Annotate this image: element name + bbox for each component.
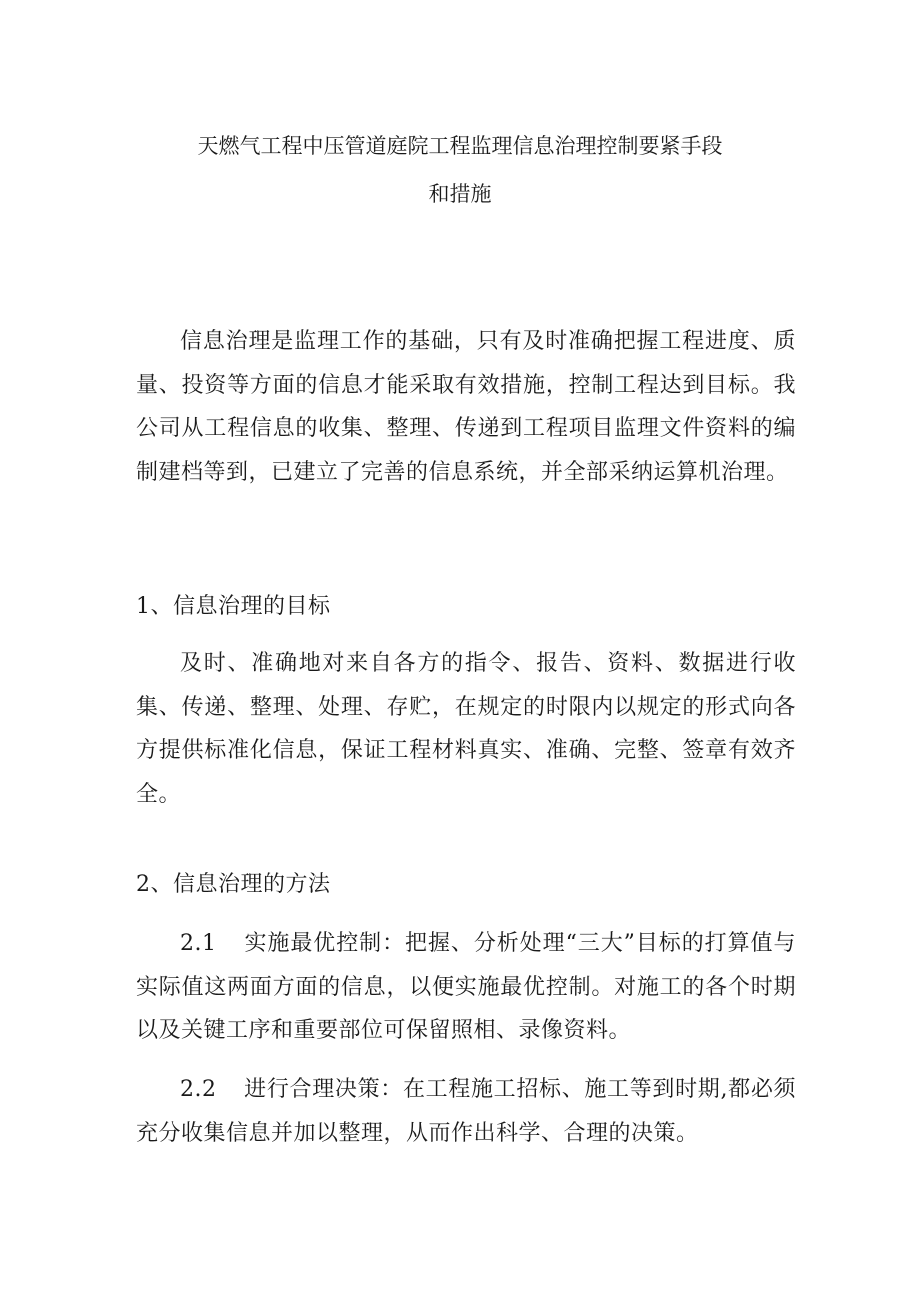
section-2-item-2 (136, 1068, 796, 1155)
section-2-item-1 (136, 922, 796, 1053)
section-2-heading: 2、信息治理的方法 (136, 872, 331, 897)
section-1-heading: 1、信息治理的目标 (136, 594, 331, 619)
document-title-line-2: 和措施 (428, 182, 492, 206)
section-1-body: 及时、准确地对来自各方的指令、报告、资料、数据进行收集、传递、整理、处理、存贮，在规定的时限内以规定的形式向各方提供标准化信息，保证工程材料真实、准确、完整、签章有效齐全。 (136, 651, 796, 807)
item-text: 实施最优控制：把握、分析处理“三大”目标的打算值与实际值这两面方面的信息，以便实施最优控制。对施工的各个时期以及关键工序和重要部位可保留照相、录像资料。 (136, 931, 796, 1044)
item-number: 2.1 (180, 931, 217, 956)
document-title-line-1: 天燃气工程中压管道庭院工程监理信息治理控制要紧手段 (197, 134, 723, 158)
item-number: 2.2 (180, 1077, 217, 1102)
item-text: 进行合理决策：在工程施工招标、施工等到时期,都必须充分收集信息并加以整理，从而作出科学、合理的决策。 (136, 1077, 796, 1146)
intro-paragraph: 信息治理是监理工作的基础，只有及时准确把握工程进度、质量、投资等方面的信息才能采取有效措施，控制工程达到目标。我公司从工程信息的收集、整理、传递到工程项目监理文件资料的编制建档等到，已建立了完善的信息系统，并全部采纳运算机治理。 (136, 329, 796, 485)
